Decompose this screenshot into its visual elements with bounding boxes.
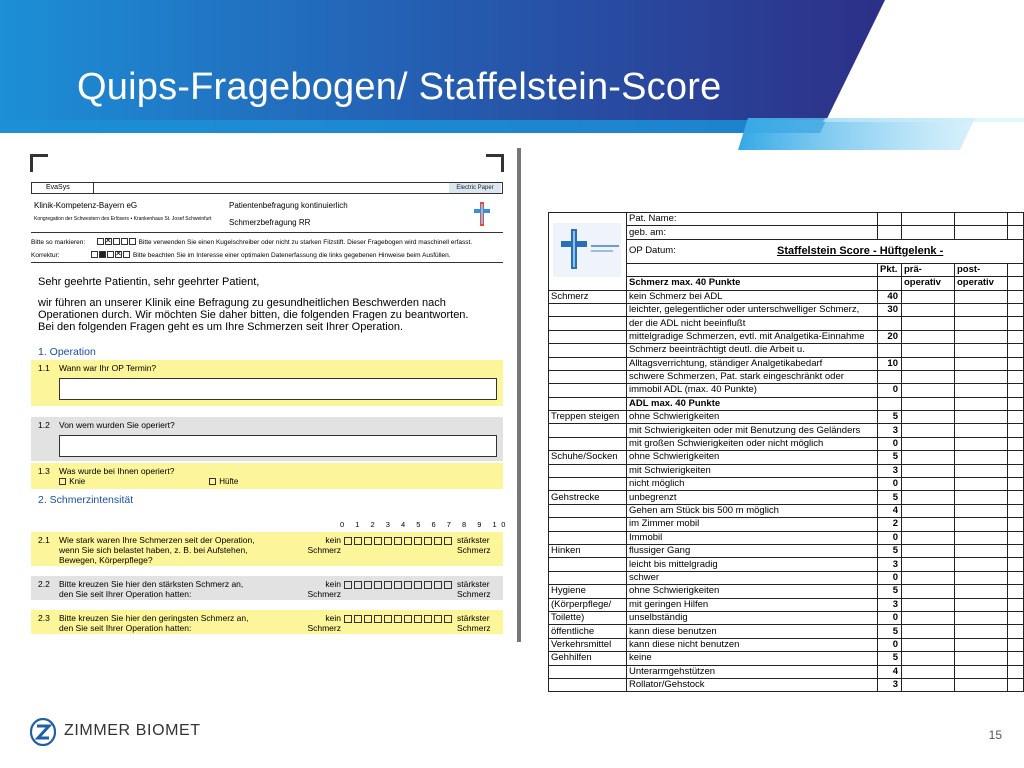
criterion-cell: Alltagsverrichtung, ständiger Analgetikabedarf [627, 357, 878, 370]
criterion-cell: mittelgradige Schmerzen, evtl. mit Analgetika-Einnahme [627, 330, 878, 343]
points-cell: 3 [878, 678, 902, 691]
criterion-cell: mit Schwierigkeiten oder mit Benutzung des Geländers [627, 424, 878, 437]
pre-op-cell[interactable] [902, 585, 955, 598]
post-op-cell[interactable] [955, 598, 1008, 611]
mark-label: Bitte so markieren: [31, 239, 86, 246]
score-row [549, 344, 1024, 357]
question-text: Bitte kreuzen Sie hier den geringsten Schmerz an, den Sie seit Ihrer Operation hatten: [59, 613, 249, 633]
category-cell [549, 531, 627, 544]
criterion-cell: mit Schwierigkeiten [627, 464, 878, 477]
category-cell [549, 571, 627, 584]
criterion-cell: Unterarmgehstützen [627, 665, 878, 678]
score-row [549, 678, 1024, 691]
post-op-cell[interactable] [955, 451, 1008, 464]
score-row [549, 585, 1024, 598]
pre-op-cell[interactable] [902, 357, 955, 370]
pre-op-cell[interactable] [902, 290, 955, 303]
section-pain-intensity: 2. Schmerzintensität [38, 494, 134, 506]
category-cell [549, 357, 627, 370]
example-checkbox-filled [99, 251, 106, 258]
zimmer-biomet-logo-icon [30, 718, 56, 746]
divider [31, 262, 503, 263]
greeting-line: Bei den folgenden Fragen geht es um Ihre Schmerzen seit Ihrer Operation. [38, 321, 404, 333]
pre-op-cell[interactable] [902, 652, 955, 665]
question-2-2 [31, 576, 503, 600]
criterion-cell: flussiger Gang [627, 544, 878, 557]
pre-op-cell[interactable] [902, 317, 955, 330]
points-cell: 3 [878, 424, 902, 437]
category-cell [549, 317, 627, 330]
post-op-cell[interactable] [955, 531, 1008, 544]
surgeon-answer-field[interactable] [59, 435, 497, 457]
post-op-cell[interactable] [955, 544, 1008, 557]
pain-scale-checkboxes[interactable] [344, 536, 454, 546]
score-row [549, 531, 1024, 544]
pre-op-cell[interactable] [902, 544, 955, 557]
criterion-cell: leichter, gelegentlicher oder unterschwelliger Schmerz, [627, 303, 878, 316]
survey-subtitle: Schmerzbefragung RR [229, 218, 311, 227]
col-header-pkt: Pkt. [878, 263, 902, 276]
mark-text: Bitte verwenden Sie einen Kugelschreiber oder nicht zu starken Filzstift. Dieser Fragebogen wird maschinell erfasst. [138, 239, 473, 246]
score-row [549, 571, 1024, 584]
pat-name-label: Pat. Name: [627, 213, 878, 226]
score-row [549, 437, 1024, 450]
marking-instructions [31, 238, 472, 246]
op-date-row [627, 239, 1024, 263]
greeting-line: Sehr geehrte Patientin, sehr geehrter Patient, [38, 276, 260, 288]
scale-max-label: stärkster Schmerz [457, 579, 491, 599]
knie-checkbox[interactable] [59, 478, 66, 485]
criterion-cell: leicht bis mittelgradig [627, 558, 878, 571]
score-row [549, 411, 1024, 424]
category-cell: Schuhe/Socken [549, 451, 627, 464]
slide-title: Quips-Fragebogen/ Staffelstein-Score [77, 66, 722, 108]
category-cell [549, 464, 627, 477]
correction-instructions [31, 251, 451, 259]
electric-paper-logo: Electric Paper [449, 183, 501, 193]
score-row [549, 638, 1024, 651]
criterion-cell: schwer [627, 571, 878, 584]
score-row [549, 464, 1024, 477]
staffelstein-score-table [548, 212, 1024, 692]
greeting-line: Operationen durch. Wir möchten Sie daher bitten, die folgenden Fragen zu beantworten. [38, 309, 469, 321]
points-cell: 30 [878, 303, 902, 316]
post-op-cell[interactable] [955, 303, 1008, 316]
section-pain-header: Schmerz max. 40 Punkte [627, 277, 878, 290]
category-cell [549, 303, 627, 316]
score-row [549, 544, 1024, 557]
question-text: Was wurde bei Ihnen operiert? [59, 466, 175, 476]
col-header-prae-2: operativ [902, 277, 955, 290]
pre-op-cell[interactable] [902, 611, 955, 624]
criterion-cell: Gehen am Stück bis 500 m möglich [627, 504, 878, 517]
scale-min-label: kein Schmerz [307, 579, 341, 599]
clinic-logo [553, 223, 621, 277]
pre-op-cell[interactable] [902, 665, 955, 678]
option-label: Hüfte [219, 477, 239, 486]
question-text: Wie stark waren Ihre Schmerzen seit der Operation, wenn Sie sich belastet haben, z. B. bei Aufstehen, Bewegen, Körperpflege? [59, 535, 255, 565]
question-text: Bitte kreuzen Sie hier den stärksten Schmerz an, den Sie seit Ihrer Operation hatten: [59, 579, 244, 599]
category-cell: Schmerz [549, 290, 627, 303]
criterion-cell: mit geringen Hilfen [627, 598, 878, 611]
points-cell: 0 [878, 478, 902, 491]
pre-op-cell[interactable] [902, 598, 955, 611]
pre-op-cell[interactable] [902, 638, 955, 651]
points-cell [878, 344, 902, 357]
evasys-label: EvaSys [32, 183, 94, 193]
score-title: Staffelstein Score - Hüftgelenk - [777, 244, 944, 257]
category-cell [549, 518, 627, 531]
post-op-cell[interactable] [955, 357, 1008, 370]
post-op-cell[interactable] [955, 344, 1008, 357]
pre-op-cell[interactable] [902, 558, 955, 571]
category-cell: öffentliche [549, 625, 627, 638]
post-op-cell[interactable] [955, 491, 1008, 504]
points-cell: 5 [878, 625, 902, 638]
question-number: 1.3 [38, 466, 50, 476]
category-cell [549, 424, 627, 437]
criterion-cell: kann diese nicht benutzen [627, 638, 878, 651]
score-row [549, 290, 1024, 303]
option-label: Knie [69, 477, 86, 486]
score-row [549, 625, 1024, 638]
score-row [549, 665, 1024, 678]
post-op-cell[interactable] [955, 464, 1008, 477]
col-header-post: post- [955, 263, 1008, 276]
scan-edge-divider [517, 148, 521, 642]
points-cell: 0 [878, 611, 902, 624]
correction-text: Bitte beachten Sie im Interesse einer optimalen Datenerfassung die links gegebenen Hinweise beim Ausfüllen. [132, 252, 451, 259]
score-row [549, 518, 1024, 531]
post-op-cell[interactable] [955, 625, 1008, 638]
section-operation: 1. Operation [38, 346, 96, 358]
category-cell [549, 437, 627, 450]
score-row [549, 558, 1024, 571]
clinic-cross-logo [471, 200, 493, 228]
post-op-cell[interactable] [955, 330, 1008, 343]
score-row [549, 370, 1024, 383]
criterion-cell: ohne Schwierigkeiten [627, 585, 878, 598]
criterion-cell: der die ADL nicht beeinflußt [627, 317, 878, 330]
category-cell [549, 478, 627, 491]
score-row [549, 330, 1024, 343]
pre-op-cell[interactable] [902, 478, 955, 491]
pre-op-cell[interactable] [902, 571, 955, 584]
post-op-cell[interactable] [955, 638, 1008, 651]
criterion-cell: ohne Schwierigkeiten [627, 451, 878, 464]
question-1-3 [31, 463, 503, 489]
criterion-cell: schwere Schmerzen, Pat. stark eingeschränkt oder [627, 370, 878, 383]
post-op-cell[interactable] [955, 571, 1008, 584]
scale-min-label: kein Schmerz [307, 535, 341, 555]
points-cell: 5 [878, 544, 902, 557]
clinic-name: Klinik-Kompetenz-Bayern eG [34, 201, 138, 210]
greeting-text [38, 276, 468, 333]
col-header-post-2: operativ [955, 277, 1008, 290]
pre-op-cell[interactable] [902, 424, 955, 437]
points-cell: 0 [878, 384, 902, 397]
score-row [549, 478, 1024, 491]
category-cell [549, 344, 627, 357]
score-row [549, 451, 1024, 464]
pre-op-cell[interactable] [902, 464, 955, 477]
score-row [549, 424, 1024, 437]
criterion-cell: ohne Schwierigkeiten [627, 411, 878, 424]
category-cell [549, 370, 627, 383]
category-cell [549, 330, 627, 343]
points-cell: 5 [878, 585, 902, 598]
option-knie[interactable] [59, 477, 85, 486]
post-op-cell[interactable] [955, 478, 1008, 491]
pre-op-cell[interactable] [902, 531, 955, 544]
huefte-checkbox[interactable] [209, 478, 216, 485]
points-cell: 3 [878, 464, 902, 477]
option-huefte[interactable] [209, 477, 238, 486]
points-cell: 20 [878, 330, 902, 343]
points-cell: 5 [878, 411, 902, 424]
category-cell: Verkehrsmittel [549, 638, 627, 651]
question-number: 2.2 [38, 579, 50, 589]
pre-op-cell[interactable] [902, 504, 955, 517]
category-cell: Hinken [549, 544, 627, 557]
pre-op-cell[interactable] [902, 303, 955, 316]
criterion-cell: kein Schmerz bei ADL [627, 290, 878, 303]
op-date-answer-field[interactable] [59, 378, 497, 400]
points-cell: 2 [878, 518, 902, 531]
criterion-cell: mit großen Schwierigkeiten oder nicht möglich [627, 437, 878, 450]
score-row [549, 652, 1024, 665]
score-row [549, 504, 1024, 517]
category-cell: Gehstrecke [549, 491, 627, 504]
example-checkbox [121, 238, 128, 245]
zimmer-biomet-wordmark: ZIMMER BIOMET [64, 722, 201, 739]
pre-op-cell[interactable] [902, 344, 955, 357]
criterion-cell: Schmerz beeinträchtigt deutl. die Arbeit u. [627, 344, 878, 357]
post-op-cell[interactable] [955, 558, 1008, 571]
points-cell: 0 [878, 531, 902, 544]
score-row [549, 303, 1024, 316]
divider [31, 232, 503, 233]
section-row [549, 397, 1024, 410]
post-op-cell[interactable] [955, 518, 1008, 531]
evasys-header-bar [31, 182, 503, 194]
question-number: 2.1 [38, 535, 50, 545]
criterion-cell: unbegrenzt [627, 491, 878, 504]
pre-op-cell[interactable] [902, 491, 955, 504]
points-cell: 5 [878, 451, 902, 464]
category-cell [549, 558, 627, 571]
criterion-cell: im Zimmer mobil [627, 518, 878, 531]
pre-op-cell[interactable] [902, 384, 955, 397]
pre-op-cell[interactable] [902, 330, 955, 343]
post-op-cell[interactable] [955, 678, 1008, 691]
example-checkbox [107, 251, 114, 258]
correction-label: Korrektur: [31, 252, 60, 259]
pre-op-cell[interactable] [902, 451, 955, 464]
points-cell: 5 [878, 491, 902, 504]
points-cell: 0 [878, 571, 902, 584]
scan-corner-mark [486, 154, 504, 172]
points-cell [878, 370, 902, 383]
page-number: 15 [988, 728, 1002, 742]
criterion-cell: Rollator/Gehstock [627, 678, 878, 691]
op-date-label: OP Datum: [629, 245, 676, 257]
post-op-cell[interactable] [955, 384, 1008, 397]
logo-cell [549, 213, 627, 291]
post-op-cell[interactable] [955, 504, 1008, 517]
geb-label: geb. am: [627, 226, 878, 239]
criterion-cell: kann diese benutzen [627, 625, 878, 638]
pre-op-cell[interactable] [902, 625, 955, 638]
pre-op-cell[interactable] [902, 370, 955, 383]
category-cell [549, 665, 627, 678]
pain-scale-checkboxes[interactable] [344, 614, 454, 624]
post-op-cell[interactable] [955, 317, 1008, 330]
question-1-1 [31, 360, 503, 406]
post-op-cell[interactable] [955, 437, 1008, 450]
post-op-cell[interactable] [955, 652, 1008, 665]
pain-scale-checkboxes[interactable] [344, 580, 454, 590]
category-cell [549, 384, 627, 397]
score-row [549, 598, 1024, 611]
post-op-cell[interactable] [955, 370, 1008, 383]
post-op-cell[interactable] [955, 424, 1008, 437]
points-cell: 5 [878, 652, 902, 665]
points-cell: 40 [878, 290, 902, 303]
example-checkbox [129, 238, 136, 245]
scale-max-label: stärkster Schmerz [457, 613, 491, 633]
criterion-cell: unselbständig [627, 611, 878, 624]
scan-corner-mark [30, 154, 48, 172]
question-1-2 [31, 417, 503, 461]
post-op-cell[interactable] [955, 585, 1008, 598]
category-cell: (Körperpflege/ [549, 598, 627, 611]
category-cell: Gehhilfen [549, 652, 627, 665]
category-cell [549, 678, 627, 691]
points-cell [878, 317, 902, 330]
example-checkbox [113, 238, 120, 245]
example-checkbox [91, 251, 98, 258]
survey-title: Patientenbefragung kontinuierlich [229, 201, 348, 210]
clinic-subtitle: Kongregation der Schwestern des Erlösers • Krankenhaus St. Josef Schweinfurt [34, 216, 212, 222]
post-op-cell[interactable] [955, 611, 1008, 624]
category-cell [549, 504, 627, 517]
scale-min-label: kein Schmerz [307, 613, 341, 633]
section-adl-header: ADL max. 40 Punkte [627, 397, 878, 410]
greeting-line: wir führen an unserer Klinik eine Befragung zu gesundheitlichen Beschwerden nach [38, 297, 446, 309]
question-number: 1.1 [38, 363, 50, 373]
criterion-cell: Immobil [627, 531, 878, 544]
example-checkbox [97, 238, 104, 245]
score-row [549, 611, 1024, 624]
post-op-cell[interactable] [955, 290, 1008, 303]
example-checkbox-crossed [115, 251, 122, 258]
pre-op-cell[interactable] [902, 437, 955, 450]
pre-op-cell[interactable] [902, 518, 955, 531]
pain-scale-numbers: 0 1 2 3 4 5 6 7 8 9 10 [340, 520, 510, 529]
points-cell: 0 [878, 638, 902, 651]
question-2-3 [31, 610, 503, 634]
points-cell: 10 [878, 357, 902, 370]
points-cell: 4 [878, 665, 902, 678]
category-cell: Treppen steigen [549, 411, 627, 424]
example-checkbox [123, 251, 130, 258]
score-row [549, 317, 1024, 330]
question-number: 2.3 [38, 613, 50, 623]
scale-max-label: stärkster Schmerz [457, 535, 491, 555]
col-header-prae: prä- [902, 263, 955, 276]
example-checkbox-crossed [105, 238, 112, 245]
criterion-cell: immobil ADL (max. 40 Punkte) [627, 384, 878, 397]
question-text: Wann war Ihr OP Termin? [59, 363, 157, 373]
question-2-1 [31, 532, 503, 566]
post-op-cell[interactable] [955, 411, 1008, 424]
pre-op-cell[interactable] [902, 678, 955, 691]
post-op-cell[interactable] [955, 665, 1008, 678]
question-number: 1.2 [38, 420, 50, 430]
pre-op-cell[interactable] [902, 411, 955, 424]
question-text: Von wem wurden Sie operiert? [59, 420, 175, 430]
points-cell: 3 [878, 598, 902, 611]
points-cell: 0 [878, 437, 902, 450]
points-cell: 3 [878, 558, 902, 571]
criterion-cell: keine [627, 652, 878, 665]
category-cell: Hygiene [549, 585, 627, 598]
score-row [549, 384, 1024, 397]
points-cell: 4 [878, 504, 902, 517]
score-row [549, 491, 1024, 504]
quips-questionnaire-scan [26, 148, 510, 640]
criterion-cell: nicht möglich [627, 478, 878, 491]
category-cell: Toilette) [549, 611, 627, 624]
score-row [549, 357, 1024, 370]
